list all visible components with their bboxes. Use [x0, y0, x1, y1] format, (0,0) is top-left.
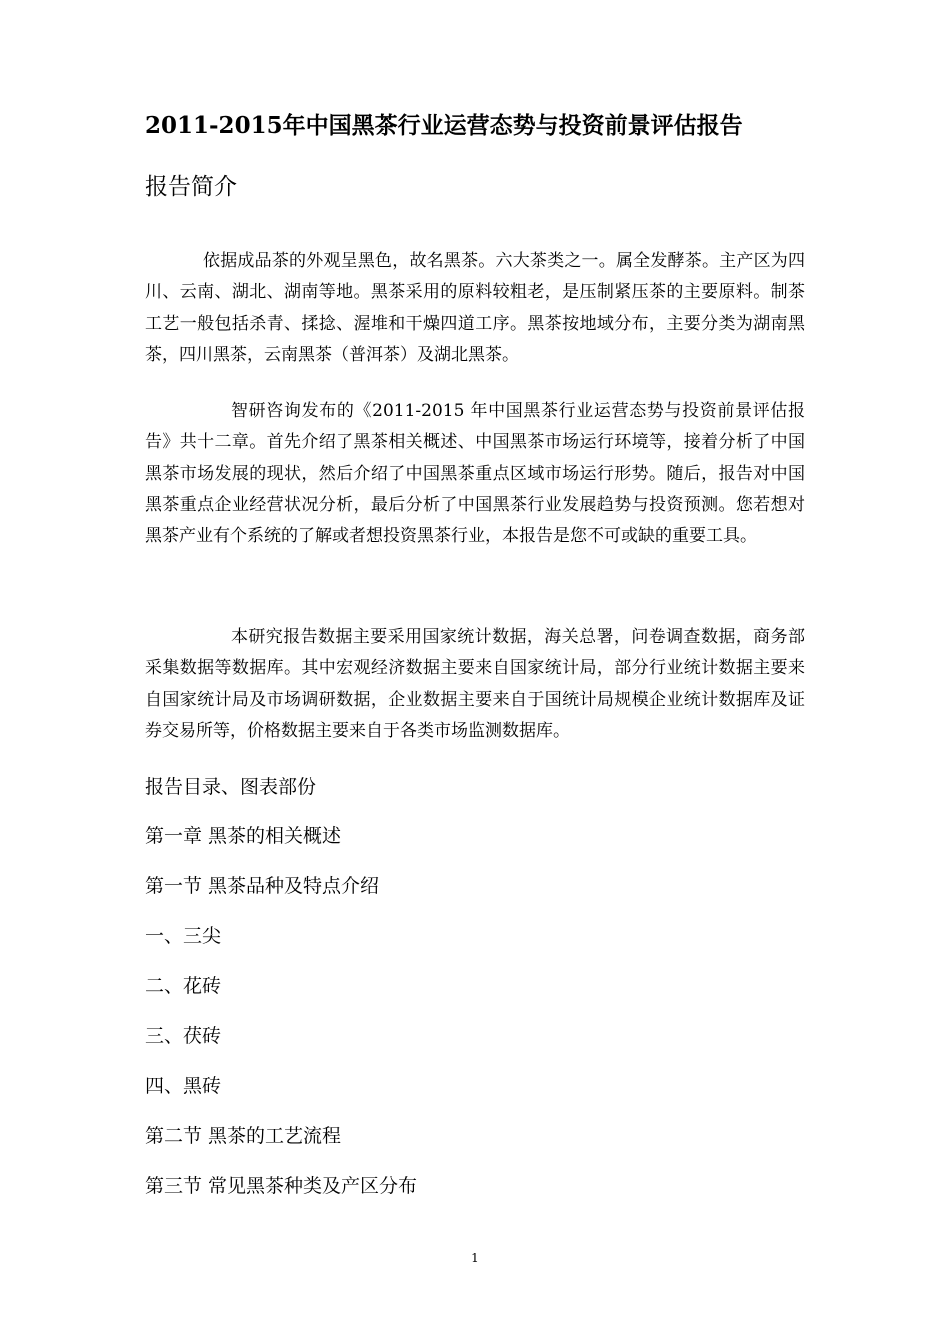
- toc-subitem: 四、黑砖: [145, 1075, 222, 1097]
- report-title: 2011-2015年中国黑茶行业运营态势与投资前景评估报告: [145, 112, 743, 139]
- section-heading: 报告简介: [145, 174, 237, 200]
- page-number: 1: [471, 1251, 479, 1265]
- toc-subitem: 三、茯砖: [145, 1025, 222, 1047]
- toc-section: 第二节 黑茶的工艺流程: [145, 1125, 342, 1147]
- intro-paragraph: 依据成品茶的外观呈黑色，故名黑茶。六大茶类之一。属全发酵茶。主产区为四川、云南、湖北、湖南等地。黑茶采用的原料较粗老，是压制紧压茶的主要原料。制茶工艺一般包括杀青、揉捻、渥堆和干燥四道工序。黑茶按地域分布，主要分类为湖南黑茶，四川黑茶，云南黑茶（普洱茶）及湖北黑茶。: [145, 251, 805, 365]
- toc-heading: 报告目录、图表部份: [145, 776, 317, 798]
- data-source-paragraph: 本研究报告数据主要采用国家统计数据，海关总署，问卷调查数据，商务部采集数据等数据库。其中宏观经济数据主要来自国家统计局，部分行业统计数据主要来自国家统计局及市场调研数据，企业数据主要来自于国统计局规模企业统计数据库及证券交易所等，价格数据主要来自于各类市场监测数据库。: [145, 627, 805, 741]
- toc-subitem: 二、花砖: [145, 975, 222, 997]
- toc-chapter: 第一章 黑茶的相关概述: [145, 825, 342, 847]
- toc-section: 第三节 常见黑茶种类及产区分布: [145, 1175, 418, 1197]
- toc-subitem: 一、三尖: [145, 925, 222, 947]
- toc-section: 第一节 黑茶品种及特点介绍: [145, 875, 380, 897]
- report-summary-paragraph: 智研咨询发布的《2011-2015 年中国黑茶行业运营态势与投资前景评估报告》共十二章。首先介绍了黑茶相关概述、中国黑茶市场运行环境等，接着分析了中国黑茶市场发展的现状，然后介绍了中国黑茶重点区域市场运行形势。随后，报告对中国黑茶重点企业经营状况分析，最后分析了中国黑茶行业发展趋势与投资预测。您若想对黑茶产业有个系统的了解或者想投资黑茶行业，本报告是您不可或缺的重要工具。: [145, 401, 805, 547]
